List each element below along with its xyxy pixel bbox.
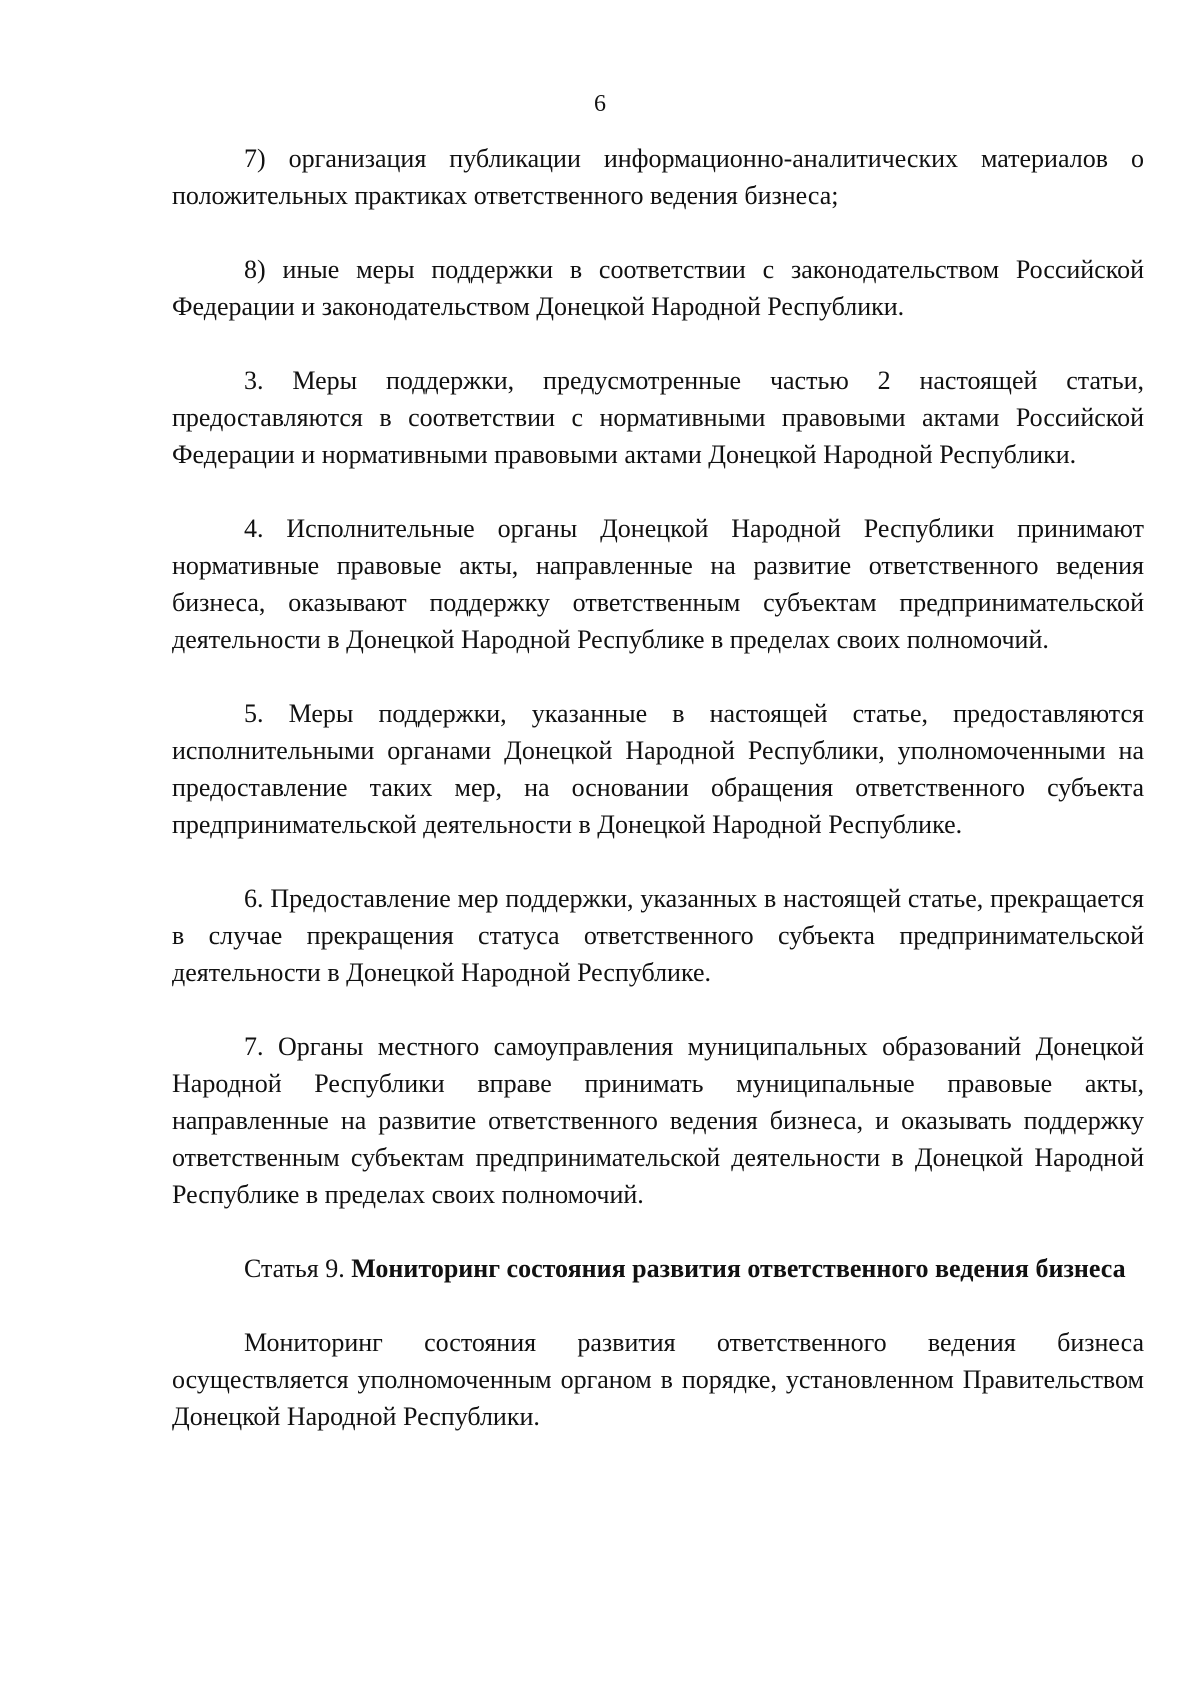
paragraph-part-4: 4. Исполнительные органы Донецкой Народной Республики принимают нормативные правовые акты, направленные на развитие ответственного ведения бизнеса, оказывают поддержку ответственным субъектам предпринимательской деятельности в Донецкой Народной Республике в пределах своих полномочий. — [172, 514, 1144, 654]
page-number: 6 — [594, 91, 606, 117]
article-title: Мониторинг состояния развития ответственного ведения бизнеса — [351, 1254, 1126, 1283]
paragraph-part-6: 6. Предоставление мер поддержки, указанных в настоящей статье, прекращается в случае прекращения статуса ответственного субъекта предпринимательской деятельности в Донецкой Народной Республике. — [172, 884, 1144, 987]
paragraph-part-3: 3. Меры поддержки, предусмотренные частью 2 настоящей статьи, предоставляются в соответствии с нормативными правовыми актами Российской Федерации и нормативными правовыми актами Донецкой Народной Республики. — [172, 366, 1144, 469]
article-label: Статья 9. — [244, 1254, 345, 1283]
paragraph-part-7: 7. Органы местного самоуправления муниципальных образований Донецкой Народной Республики вправе принимать муниципальные правовые акты, направленные на развитие ответственного ведения бизнеса, и оказывать поддержку ответственным субъектам предпринимательской деятельности в Донецкой Народной Республике в пределах своих полномочий. — [172, 1032, 1144, 1209]
article-paragraph: Мониторинг состояния развития ответственного ведения бизнеса осуществляется уполномоченным органом в порядке, установленном Правительством Донецкой Народной Республики. — [172, 1328, 1144, 1431]
paragraph-item-7: 7) организация публикации информационно-аналитических материалов о положительных практиках ответственного ведения бизнеса; — [172, 144, 1144, 210]
article-heading — [172, 1250, 1144, 1287]
paragraph-item-8: 8) иные меры поддержки в соответствии с законодательством Российской Федерации и законодательством Донецкой Народной Республики. — [172, 255, 1144, 321]
paragraph-part-5: 5. Меры поддержки, указанные в настоящей статье, предоставляются исполнительными органами Донецкой Народной Республики, уполномоченными на предоставление таких мер, на основании обращения ответственного субъекта предпринимательской деятельности в Донецкой Народной Республике. — [172, 699, 1144, 839]
document-body — [172, 140, 1144, 1435]
